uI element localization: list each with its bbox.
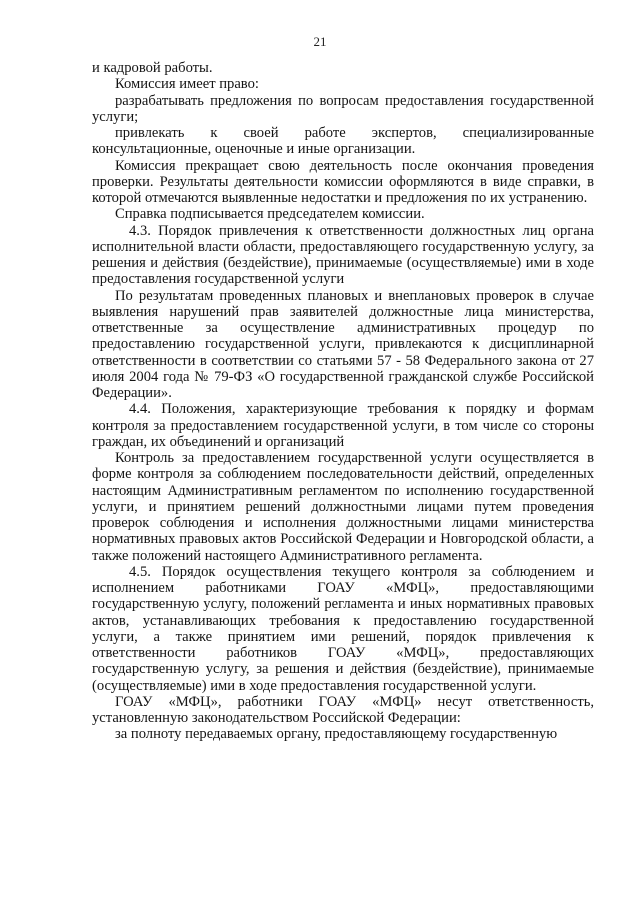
paragraph: Комиссия прекращает свою деятельность после окончания проведения проверки. Результаты деятельности комиссии оформляются в виде справки, в которой отмечаются выявленные недостатки и предложения по их устранению. xyxy=(92,157,594,206)
paragraph: и кадровой работы. xyxy=(92,60,213,76)
section-heading: 4.4. Положения, характеризующие требования к порядку и формам контроля за предоставлением государственной услуги, в том числе со стороны граждан, их объединений и организаций xyxy=(92,401,594,450)
section-heading: 4.3. Порядок привлечения к ответственности должностных лиц органа исполнительной власти области, предоставляющего государственную услугу, за решения и действия (бездействие), принимаемые (осуществляемые) ими в ходе предоставления государственной услуги xyxy=(92,222,594,288)
document-body xyxy=(92,60,594,743)
section-heading: 4.5. Порядок осуществления текущего контроля за соблюдением и исполнением работниками ГОАУ «МФЦ», предоставляющими государственную услугу, положений регламента и иных нормативных правовых актов, устанавливающих требования к предоставлению государственной услуги, а также принятием ими решений, порядок привлечения к ответственности работников ГОАУ «МФЦ», предоставляющих государственную услугу, за решения и действия (бездействие), принимаемые (осуществляемые) ими в ходе предоставления государственной услуги. xyxy=(92,563,594,694)
paragraph: привлекать к своей работе экспертов, специализированные консультационные, оценочные и иные организации. xyxy=(92,125,594,158)
paragraph: Комиссия имеет право: xyxy=(115,76,259,93)
paragraph: за полноту передаваемых органу, предоставляющему государственную xyxy=(115,726,558,743)
paragraph: Контроль за предоставлением государственной услуги осуществляется в форме контроля за соблюдением последовательности действий, определенных настоящим Административным регламентом по исполнению государственной услуги, и принятием решений должностными лицами путем проведения проверок соблюдения и исполнения должностными лицами министерства нормативных правовых актов Российской Федерации и Новгородской области, а также положений настоящего Административного регламента. xyxy=(92,450,594,564)
paragraph: Справка подписывается председателем комиссии. xyxy=(115,206,425,223)
paragraph: разрабатывать предложения по вопросам предоставления государственной услуги; xyxy=(92,92,594,125)
paragraph: По результатам проведенных плановых и внеплановых проверок в случае выявления нарушений прав заявителей должностные лица министерства, ответственные за осуществление административных процедур по предоставлению государственной услуги, привлекаются к дисциплинарной ответственности в соответствии со статьями 57 - 58 Федерального закона от 27 июля 2004 года № 79-ФЗ «О государственной гражданской службе Российской Федерации». xyxy=(92,287,594,401)
paragraph: ГОАУ «МФЦ», работники ГОАУ «МФЦ» несут ответственность, установленную законодательством Российской Федерации: xyxy=(92,693,594,726)
page-number: 21 xyxy=(313,34,327,49)
